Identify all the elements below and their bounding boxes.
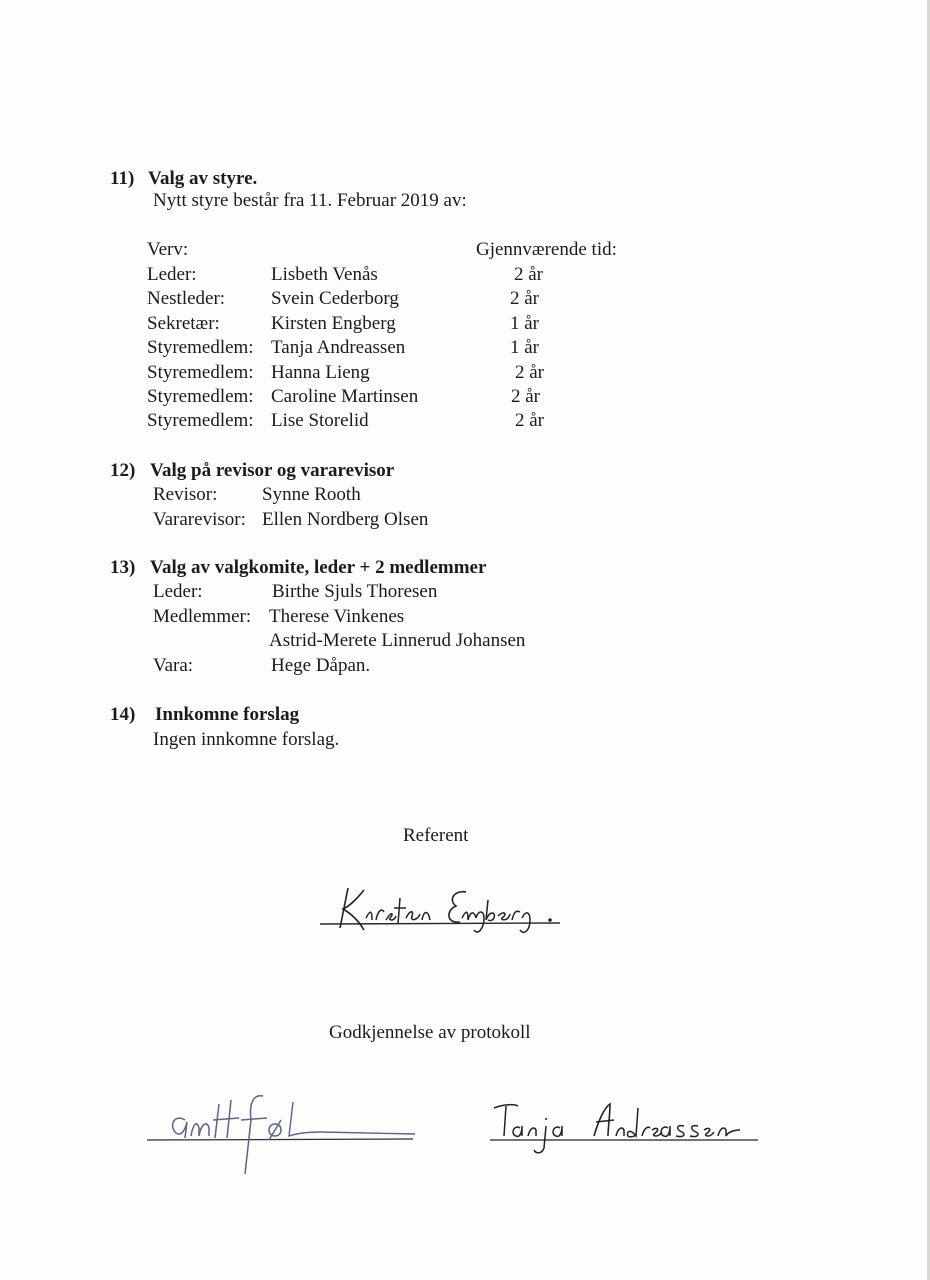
column-header-role: Verv: bbox=[147, 239, 189, 260]
committee-vara-label: Vara: bbox=[153, 655, 194, 676]
board-row-name: Hanna Lieng bbox=[271, 362, 370, 383]
section-11-intro: Nytt styre består fra 11. Februar 2019 av: bbox=[153, 190, 467, 211]
board-row-role: Styremedlem: bbox=[147, 410, 254, 431]
board-row-time: 2 år bbox=[510, 288, 540, 309]
board-row-role: Styremedlem: bbox=[147, 386, 254, 407]
column-header-time: Gjennværende tid: bbox=[476, 239, 617, 260]
board-row-time: 2 år bbox=[514, 264, 544, 285]
section-11-number: 11) bbox=[110, 168, 135, 189]
revisor-label: Revisor: bbox=[153, 484, 218, 505]
section-14-heading: Innkomne forslag bbox=[155, 704, 300, 725]
board-row-name: Caroline Martinsen bbox=[271, 386, 419, 407]
section-14-number: 14) bbox=[110, 704, 136, 725]
committee-leader-label: Leder: bbox=[153, 581, 203, 602]
committee-member-1: Therese Vinkenes bbox=[269, 606, 405, 627]
board-row-role: Styremedlem: bbox=[147, 362, 254, 383]
section-13-number: 13) bbox=[110, 557, 136, 578]
referent-signature bbox=[318, 880, 568, 945]
committee-vara-name: Hege Dåpan. bbox=[271, 655, 371, 676]
section-11-heading: Valg av styre. bbox=[148, 168, 258, 189]
board-row-time: 2 år bbox=[515, 410, 545, 431]
referent-label: Referent bbox=[403, 825, 469, 846]
board-row-role: Nestleder: bbox=[147, 288, 226, 309]
board-row-name: Lisbeth Venås bbox=[271, 264, 378, 285]
approval-signature-1 bbox=[145, 1090, 420, 1185]
committee-leader-name: Birthe Sjuls Thoresen bbox=[272, 581, 438, 602]
revisor-name: Synne Rooth bbox=[262, 484, 361, 505]
committee-members-label: Medlemmer: bbox=[153, 606, 252, 627]
board-row-time: 2 år bbox=[511, 386, 541, 407]
board-row-role: Styremedlem: bbox=[147, 337, 254, 358]
section-12-heading: Valg på revisor og vararevisor bbox=[150, 460, 395, 481]
board-row-name: Svein Cederborg bbox=[271, 288, 399, 309]
board-row-role: Leder: bbox=[147, 264, 197, 285]
board-row-time: 1 år bbox=[510, 337, 540, 358]
board-row-name: Lise Storelid bbox=[271, 410, 369, 431]
board-row-name: Tanja Andreassen bbox=[271, 337, 406, 358]
vararevisor-name: Ellen Nordberg Olsen bbox=[262, 509, 429, 530]
board-row-time: 2 år bbox=[515, 362, 545, 383]
approval-signature-2 bbox=[490, 1096, 765, 1181]
section-13-heading: Valg av valgkomite, leder + 2 medlemmer bbox=[150, 557, 487, 578]
board-row-role: Sekretær: bbox=[147, 313, 220, 334]
board-row-name: Kirsten Engberg bbox=[271, 313, 396, 334]
committee-member-2: Astrid-Merete Linnerud Johansen bbox=[269, 630, 526, 651]
board-row-time: 1 år bbox=[510, 313, 540, 334]
vararevisor-label: Vararevisor: bbox=[153, 509, 246, 530]
approval-label: Godkjennelse av protokoll bbox=[329, 1022, 531, 1043]
section-14-body: Ingen innkomne forslag. bbox=[153, 729, 340, 750]
section-12-number: 12) bbox=[110, 460, 136, 481]
